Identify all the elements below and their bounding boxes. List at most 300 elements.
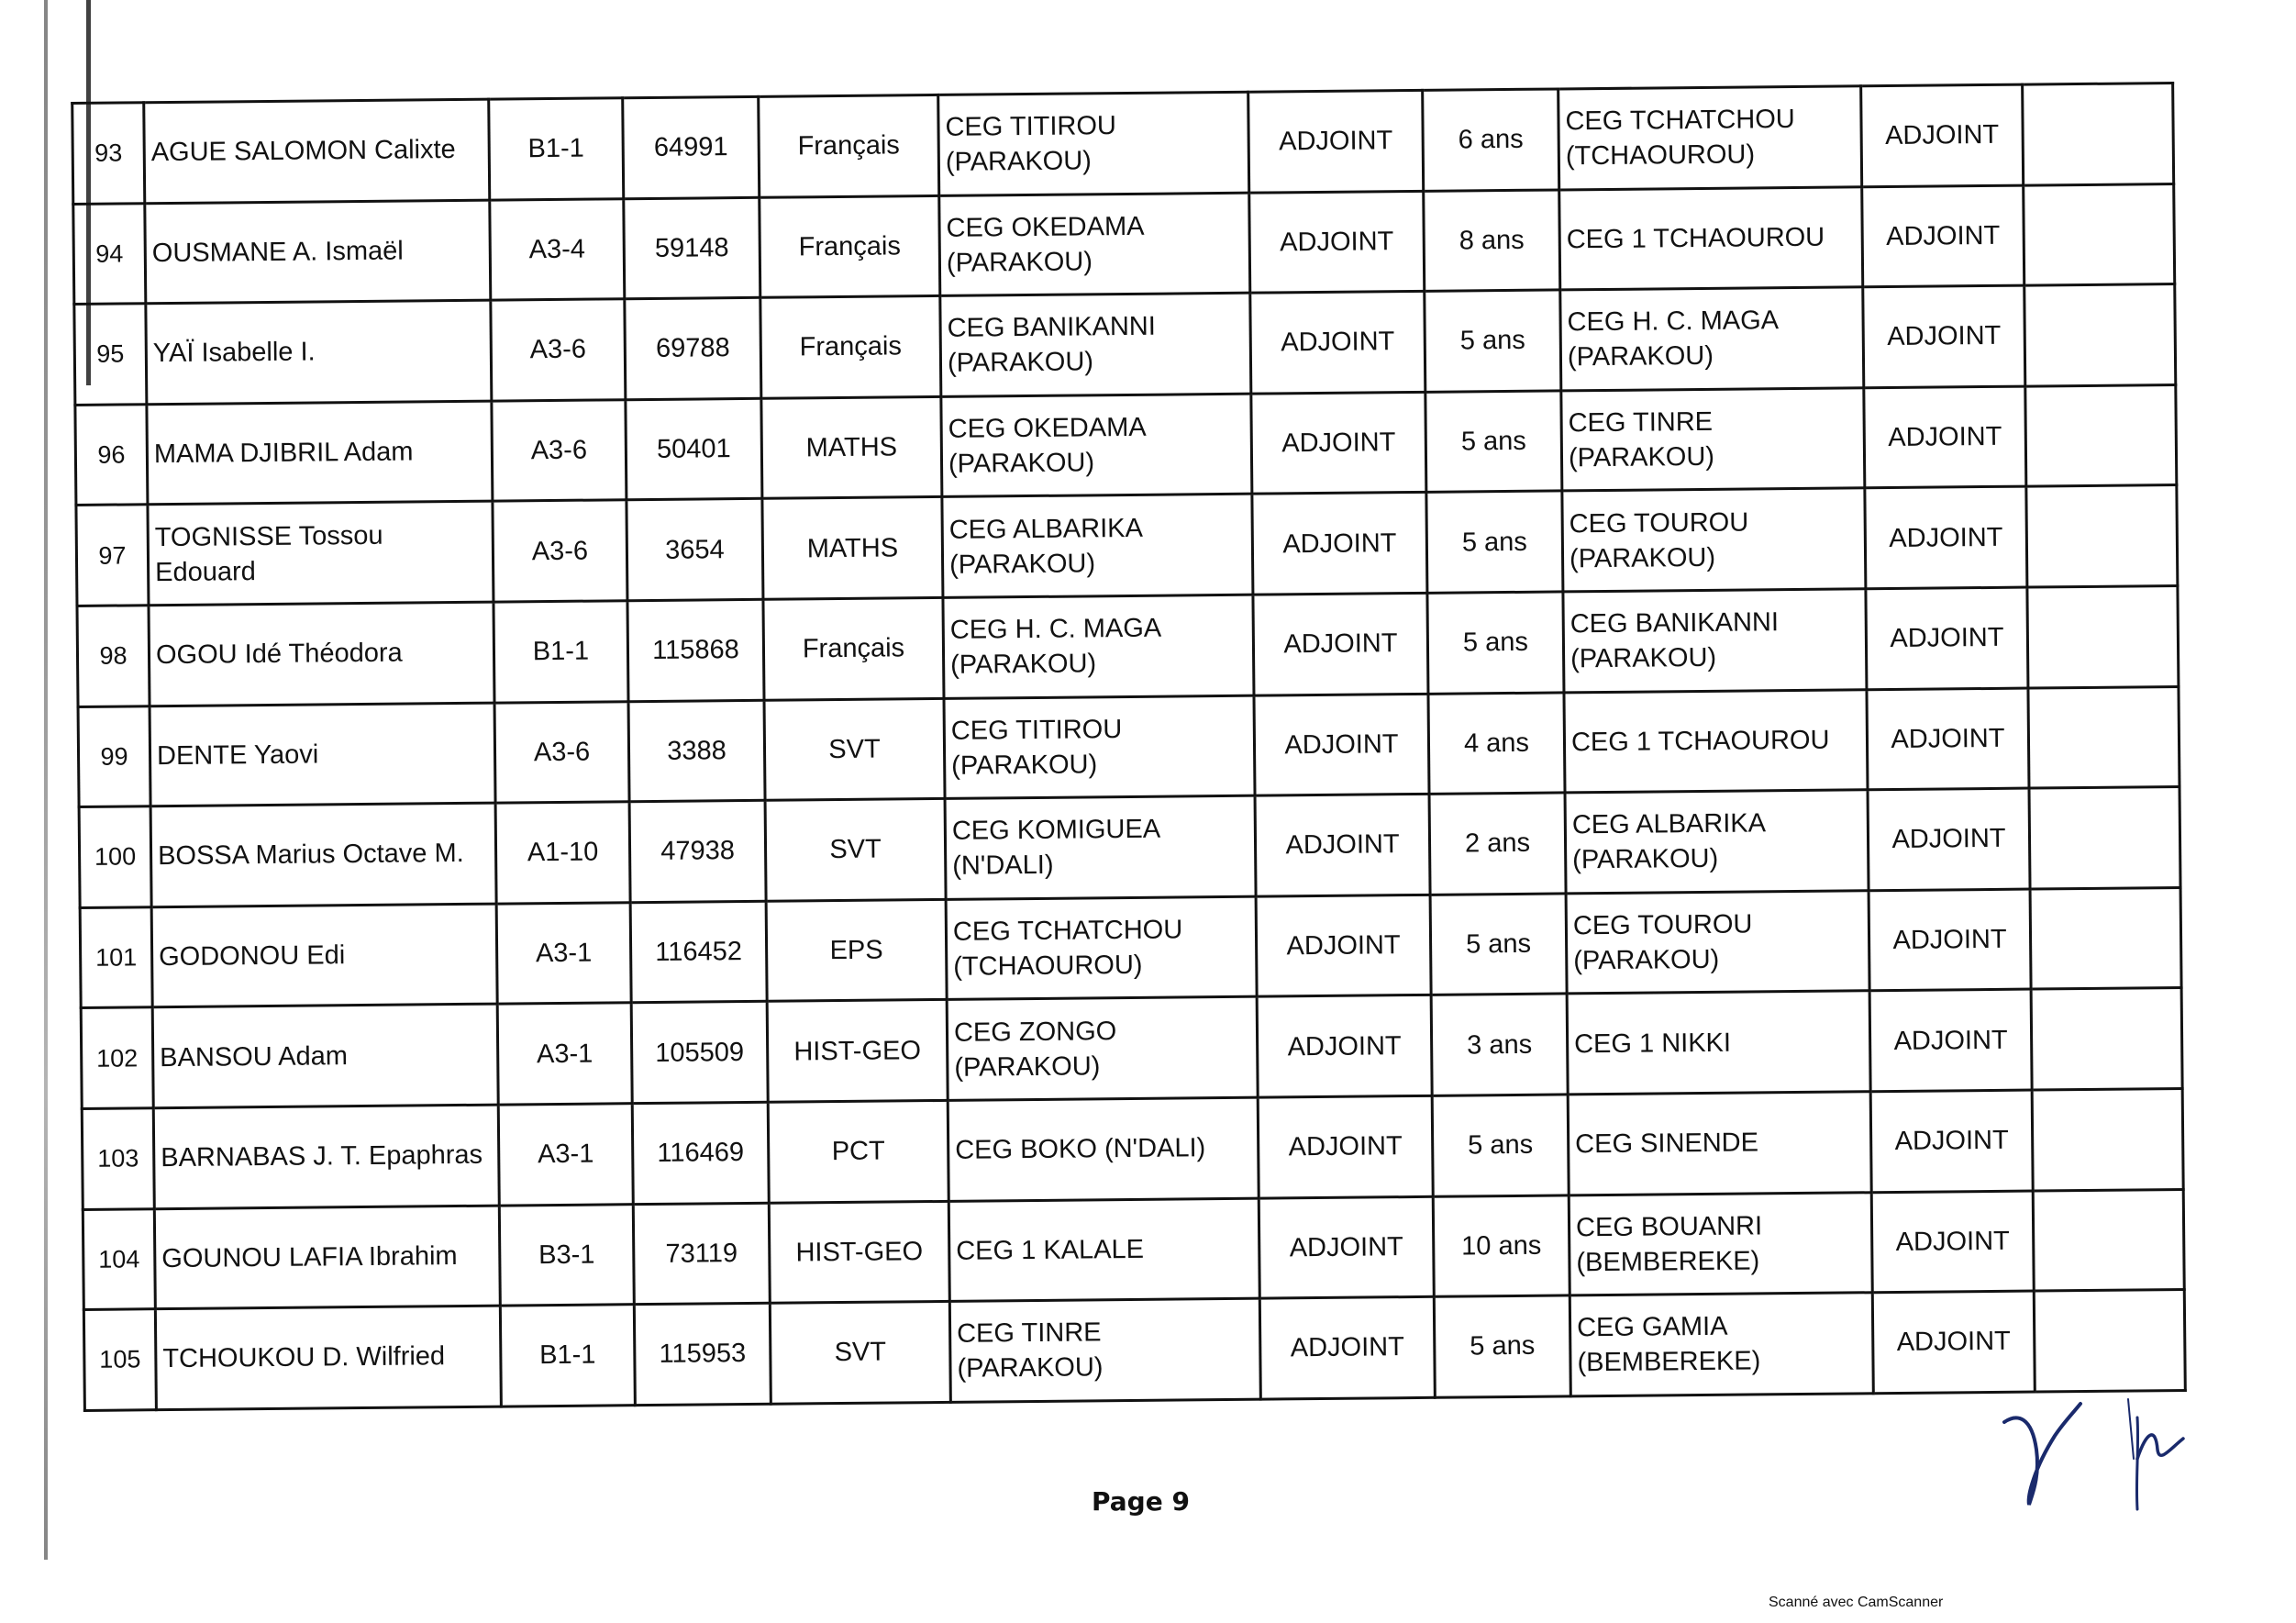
current-post-cell-text: (PARAKOU) <box>948 448 1095 479</box>
row-number-cell <box>76 505 149 606</box>
current-post-cell-text: CEG TINRE <box>956 1317 1102 1350</box>
current-function-cell <box>1257 995 1432 1097</box>
discipline-cell-text: EPS <box>829 935 883 966</box>
seniority-cell <box>1434 1295 1570 1397</box>
matricule-cell-text: 47938 <box>660 836 736 867</box>
current-post-cell-text: CEG 1 KALALE <box>956 1234 1145 1266</box>
new-function-cell-text: ADJOINT <box>1890 623 2004 654</box>
grade-cell-text: A3-1 <box>535 938 593 969</box>
matricule-cell-text: 50401 <box>656 434 731 464</box>
current-post-cell-text: CEG BOKO (N'DALI) <box>955 1133 1206 1166</box>
new-post-cell <box>1561 388 1865 492</box>
grade-cell <box>489 98 624 200</box>
current-post-cell-text: CEG OKEDAMA <box>946 211 1145 243</box>
teacher-name-cell-text: OGOU Idé Théodora <box>155 638 403 671</box>
seniority-cell <box>1429 793 1566 895</box>
row-number-cell-text: 101 <box>94 943 138 972</box>
discipline-cell-text: SVT <box>829 835 882 865</box>
current-function-cell <box>1254 694 1429 795</box>
new-post-cell-text: CEG BANIKANNI <box>1569 607 1780 639</box>
new-post-cell <box>1562 488 1866 592</box>
matricule-cell-text: 115868 <box>652 635 739 666</box>
new-post-cell-text: (BEMBEREKE) <box>1577 1346 1761 1378</box>
current-function-cell-text: ADJOINT <box>1281 327 1395 358</box>
current-function-cell-text: ADJOINT <box>1283 628 1398 660</box>
grade-cell-text: A3-6 <box>533 737 591 768</box>
discipline-cell <box>759 94 939 196</box>
row-number-cell-text: 102 <box>96 1044 139 1073</box>
new-post-cell-text: (PARAKOU) <box>1573 944 1720 976</box>
extra-cell <box>2029 787 2180 889</box>
row-number-cell <box>77 606 150 706</box>
seniority-cell <box>1428 692 1565 794</box>
row-number-cell-text: 99 <box>100 742 128 771</box>
grade-cell <box>498 1104 633 1206</box>
teacher-name-cell-text: BARNABAS J. T. Epaphras <box>161 1140 483 1173</box>
seniority-cell-text: 10 ans <box>1461 1230 1542 1262</box>
current-post-cell-text: (PARAKOU) <box>948 548 1096 580</box>
grade-cell-text: B1-1 <box>527 133 585 164</box>
matricule-cell <box>634 1303 771 1405</box>
new-post-cell-text: CEG TOUROU <box>1569 507 1749 539</box>
discipline-cell-text: HIST-GEO <box>793 1035 922 1067</box>
current-post-cell <box>944 695 1255 799</box>
new-post-cell-text: CEG SINENDE <box>1575 1128 1759 1160</box>
extra-cell <box>2027 585 2179 687</box>
current-post-cell-text: CEG OKEDAMA <box>948 412 1147 444</box>
grade-cell <box>494 701 629 803</box>
teacher-name-cell <box>147 401 493 505</box>
matricule-cell-text: 64991 <box>653 132 728 163</box>
teacher-name-cell <box>144 99 490 203</box>
new-post-cell-text: CEG TINRE <box>1568 406 1714 439</box>
seniority-cell-text: 5 ans <box>1460 426 1526 457</box>
current-function-cell-text: ADJOINT <box>1288 1131 1403 1162</box>
discipline-cell <box>760 195 940 297</box>
seniority-cell <box>1425 290 1561 392</box>
teacher-name-cell <box>148 502 494 606</box>
new-function-cell <box>1863 285 2025 387</box>
matricule-cell-text: 116452 <box>655 937 743 967</box>
new-post-cell <box>1569 1293 1873 1396</box>
handwritten-signature <box>2000 1395 2238 1514</box>
new-post-cell <box>1567 991 1870 1095</box>
teacher-name-cell <box>145 200 491 304</box>
row-number-cell-text: 105 <box>99 1345 141 1374</box>
new-function-cell-text: ADJOINT <box>1884 120 2000 151</box>
matricule-cell <box>623 96 760 198</box>
row-number-cell-text: 104 <box>98 1245 140 1273</box>
current-post-cell-text: CEG TCHATCHOU <box>952 915 1183 947</box>
discipline-cell <box>767 1000 948 1102</box>
current-post-cell <box>939 193 1250 296</box>
current-function-cell <box>1248 90 1424 192</box>
current-function-cell-text: ADJOINT <box>1290 1332 1404 1363</box>
teacher-name-cell-text: TOGNISSE Tossou Edouard <box>154 520 383 587</box>
page-number: Page 9 <box>1092 1486 1190 1517</box>
extra-cell <box>2033 1189 2184 1291</box>
grade-cell <box>494 601 628 703</box>
new-post-cell-text: (PARAKOU) <box>1569 542 1716 574</box>
grade-cell-text: A1-10 <box>527 837 599 868</box>
row-number-cell <box>74 304 147 405</box>
current-post-cell-text: (PARAKOU) <box>947 347 1094 379</box>
matricule-cell-text: 59148 <box>654 233 729 263</box>
current-function-cell-text: ADJOINT <box>1280 227 1394 258</box>
current-post-cell <box>948 1097 1259 1201</box>
current-post-cell-text: (PARAKOU) <box>957 1352 1104 1384</box>
extra-cell <box>2032 1088 2183 1190</box>
row-number-cell-text: 103 <box>97 1144 139 1173</box>
teacher-name-cell-text: GOUNOU LAFIA Ibrahim <box>161 1240 458 1273</box>
current-post-cell <box>938 92 1249 195</box>
new-post-cell-text: (PARAKOU) <box>1567 341 1714 372</box>
new-post-cell-text: CEG 1 TCHAOUROU <box>1566 222 1825 255</box>
seniority-cell <box>1432 1095 1569 1196</box>
grade-cell-text: A3-1 <box>536 1039 593 1069</box>
new-function-cell <box>1862 185 2024 287</box>
row-number-cell-text: 95 <box>96 339 125 369</box>
row-number-cell-text: 100 <box>94 842 137 872</box>
seniority-cell-text: 5 ans <box>1470 1331 1536 1362</box>
scan-edge-shadow <box>44 0 48 1560</box>
discipline-cell-text: HIST-GEO <box>795 1236 924 1268</box>
teacher-name-cell <box>154 1206 500 1309</box>
current-function-cell <box>1259 1196 1434 1298</box>
new-post-cell <box>1559 186 1863 290</box>
current-post-cell <box>940 293 1251 396</box>
assignment-table <box>71 82 2187 1412</box>
new-post-cell <box>1563 589 1867 693</box>
new-post-cell-text: CEG 1 TCHAOUROU <box>1570 725 1830 758</box>
table-row <box>83 1189 2184 1310</box>
current-function-cell <box>1251 392 1426 494</box>
grade-cell-text: A3-6 <box>530 435 588 466</box>
matricule-cell <box>632 1102 769 1204</box>
teacher-name-cell-text: YAÏ Isabelle I. <box>152 337 316 369</box>
new-function-cell-text: ADJOINT <box>1888 421 2002 453</box>
row-number-cell <box>73 203 146 304</box>
row-number-cell <box>78 706 150 806</box>
new-function-cell-text: ADJOINT <box>1894 1126 2009 1157</box>
new-post-cell-text: CEG ALBARIKA <box>1571 808 1767 840</box>
new-function-cell <box>1864 386 2026 488</box>
current-post-cell-text: (PARAKOU) <box>945 146 1093 178</box>
teacher-name-cell <box>150 703 495 806</box>
teacher-name-cell-text: BOSSA Marius Octave M. <box>157 839 464 872</box>
discipline-cell-text: Français <box>797 130 900 161</box>
table-row <box>79 787 2180 908</box>
teacher-name-cell <box>153 1105 499 1208</box>
seniority-cell-text: 8 ans <box>1459 225 1525 256</box>
new-post-cell-text: (PARAKOU) <box>1572 844 1719 875</box>
seniority-cell <box>1430 894 1567 995</box>
matricule-cell <box>626 398 762 500</box>
discipline-cell-text: SVT <box>834 1337 887 1368</box>
grade-cell-text: A3-4 <box>528 234 586 265</box>
current-function-cell <box>1258 1095 1433 1197</box>
discipline-cell-text: MATHS <box>806 533 899 564</box>
new-function-cell-text: ADJOINT <box>1891 723 2005 754</box>
seniority-cell <box>1433 1195 1569 1296</box>
current-post-cell-text: CEG TITIROU <box>950 714 1123 746</box>
new-post-cell <box>1568 1092 1871 1195</box>
matricule-cell <box>627 599 764 701</box>
teacher-name-cell <box>146 300 492 404</box>
row-number-cell <box>81 1007 153 1108</box>
grade-cell-text: B1-1 <box>539 1340 596 1371</box>
discipline-cell-text: Français <box>798 231 902 262</box>
matricule-cell <box>630 901 767 1003</box>
current-post-cell-text: (PARAKOU) <box>946 247 1093 278</box>
scanner-watermark: Scanné avec CamScanner <box>1769 1595 1944 1610</box>
new-function-cell <box>1867 688 2029 790</box>
table-row <box>76 485 2178 606</box>
extra-cell <box>2028 686 2180 788</box>
seniority-cell-text: 5 ans <box>1465 928 1532 960</box>
grade-cell <box>497 1003 632 1105</box>
new-post-cell <box>1566 891 1869 995</box>
current-function-cell-text: ADJOINT <box>1289 1231 1403 1263</box>
teacher-name-cell-text: DENTE Yaovi <box>156 739 319 772</box>
grade-cell <box>499 1204 634 1306</box>
new-function-cell <box>1866 587 2028 689</box>
matricule-cell-text: 3388 <box>667 736 727 766</box>
seniority-cell <box>1424 190 1560 292</box>
new-function-cell-text: ADJOINT <box>1891 824 2006 855</box>
current-function-cell-text: ADJOINT <box>1284 729 1399 761</box>
row-number-cell-text: 97 <box>98 541 127 570</box>
seniority-cell-text: 3 ans <box>1467 1029 1533 1061</box>
matricule-cell <box>625 298 761 400</box>
row-number-cell <box>83 1309 156 1410</box>
seniority-cell-text: 6 ans <box>1458 125 1524 155</box>
table-row <box>75 384 2177 506</box>
current-function-cell <box>1252 493 1427 595</box>
new-function-cell-text: ADJOINT <box>1893 1025 2008 1056</box>
seniority-cell <box>1426 491 1563 593</box>
seniority-cell <box>1423 89 1559 191</box>
extra-cell <box>2031 988 2182 1090</box>
row-number-cell <box>83 1208 155 1309</box>
new-post-cell-text: (PARAKOU) <box>1569 643 1717 674</box>
new-function-cell-text: ADJOINT <box>1887 321 2002 352</box>
discipline-cell <box>768 1100 948 1202</box>
current-post-cell-text: CEG ZONGO <box>953 1016 1117 1048</box>
new-post-cell-text: (PARAKOU) <box>1568 441 1715 473</box>
new-function-cell <box>1868 788 2030 890</box>
seniority-cell-text: 5 ans <box>1459 326 1525 356</box>
new-function-cell <box>1865 486 2027 588</box>
grade-cell <box>492 400 627 502</box>
grade-cell <box>495 802 630 904</box>
new-function-cell <box>1869 989 2032 1091</box>
matricule-cell <box>627 499 763 601</box>
new-post-cell-text: (TCHAOUROU) <box>1565 139 1756 172</box>
teacher-name-cell <box>151 904 497 1007</box>
new-post-cell-text: CEG 1 NIKKI <box>1573 1028 1732 1059</box>
extra-cell <box>2024 183 2175 285</box>
discipline-cell <box>765 799 946 901</box>
new-function-cell-text: ADJOINT <box>1896 1327 2011 1358</box>
table-row <box>77 585 2179 706</box>
grade-cell <box>490 198 625 300</box>
teacher-name-cell-text: GODONOU Edi <box>159 940 346 973</box>
new-function-cell <box>1861 84 2024 186</box>
row-number-cell-text: 94 <box>95 239 124 268</box>
current-post-cell <box>948 1198 1259 1302</box>
matricule-cell <box>629 800 766 902</box>
current-function-cell <box>1256 895 1431 996</box>
table-row <box>74 284 2176 406</box>
new-post-cell-text: (BEMBEREKE) <box>1576 1246 1760 1278</box>
discipline-cell-text: PCT <box>831 1136 885 1167</box>
teacher-name-cell <box>155 1306 501 1409</box>
row-number-cell <box>80 906 152 1007</box>
grade-cell <box>496 902 631 1004</box>
teacher-name-cell <box>152 1004 498 1107</box>
new-post-cell-text: CEG H. C. MAGA <box>1567 306 1780 338</box>
current-function-cell <box>1250 292 1425 394</box>
grade-cell-text: A3-1 <box>537 1139 594 1170</box>
matricule-cell-text: 105509 <box>655 1037 745 1068</box>
row-number-cell <box>82 1108 154 1209</box>
discipline-cell <box>762 497 943 599</box>
new-post-cell <box>1564 689 1868 793</box>
extra-cell <box>2024 284 2176 386</box>
current-function-cell <box>1249 191 1425 293</box>
current-post-cell-text: CEG KOMIGUEA <box>951 815 1161 847</box>
current-post-cell <box>946 896 1257 1000</box>
table-body <box>72 83 2186 1411</box>
matricule-cell-text: 116469 <box>657 1138 745 1169</box>
extra-cell <box>2026 485 2178 587</box>
new-post-cell-text: CEG TCHATCHOU <box>1565 105 1795 137</box>
discipline-cell <box>763 597 944 699</box>
new-function-cell <box>1872 1291 2035 1393</box>
discipline-cell <box>770 1302 950 1404</box>
table-row <box>83 1290 2185 1411</box>
seniority-cell <box>1431 994 1568 1095</box>
row-number-cell-text: 98 <box>99 641 128 671</box>
row-number-cell-text: 96 <box>97 440 126 469</box>
current-post-cell-text: CEG BANIKANNI <box>947 312 1156 344</box>
grade-cell <box>493 500 627 602</box>
grade-cell-text: A3-6 <box>531 536 589 566</box>
teacher-name-cell-text: AGUE SALOMON Calixte <box>150 135 456 168</box>
row-number-cell <box>75 405 148 506</box>
extra-cell <box>2030 887 2181 989</box>
row-number-cell <box>72 103 145 204</box>
current-post-cell-text: (N'DALI) <box>952 850 1054 882</box>
row-number-cell-text: 93 <box>94 139 123 168</box>
teacher-name-cell-text: MAMA DJIBRIL Adam <box>153 437 414 470</box>
grade-cell-text: B1-1 <box>532 636 590 667</box>
seniority-cell-text: 2 ans <box>1464 828 1531 859</box>
discipline-cell <box>769 1201 949 1303</box>
current-post-cell <box>943 595 1254 698</box>
grade-cell-text: A3-6 <box>529 335 587 365</box>
discipline-cell-text: Français <box>802 633 905 664</box>
table-row <box>73 183 2175 305</box>
current-function-cell-text: ADJOINT <box>1285 829 1400 861</box>
new-function-cell-text: ADJOINT <box>1895 1226 2010 1257</box>
new-post-cell <box>1560 287 1864 391</box>
discipline-cell-text: SVT <box>828 734 881 764</box>
current-post-cell <box>949 1298 1260 1402</box>
new-post-cell-text: CEG BOUANRI <box>1575 1211 1763 1243</box>
current-post-cell-text: (PARAKOU) <box>954 1051 1101 1083</box>
discipline-cell-text: MATHS <box>805 432 898 463</box>
current-function-cell-text: ADJOINT <box>1286 930 1401 962</box>
teacher-name-cell-text: OUSMANE A. Ismaël <box>151 236 404 269</box>
matricule-cell <box>624 197 760 299</box>
seniority-cell-text: 5 ans <box>1462 628 1529 658</box>
teacher-name-cell <box>150 803 496 906</box>
matricule-cell <box>631 1002 768 1104</box>
discipline-cell <box>760 296 941 398</box>
seniority-cell-text: 4 ans <box>1463 728 1530 759</box>
teacher-name-cell-text: BANSOU Adam <box>160 1040 349 1073</box>
current-post-cell-text: (PARAKOU) <box>949 649 1097 681</box>
new-post-cell-text: CEG GAMIA <box>1576 1312 1728 1343</box>
new-post-cell <box>1569 1192 1872 1295</box>
extra-cell <box>2023 83 2174 185</box>
current-function-cell-text: ADJOINT <box>1287 1030 1402 1062</box>
new-function-cell <box>1869 889 2031 991</box>
grade-cell-text: B3-1 <box>538 1239 595 1271</box>
grade-cell <box>500 1305 635 1406</box>
table-row <box>81 988 2182 1109</box>
new-function-cell-text: ADJOINT <box>1889 522 2003 553</box>
current-post-cell-text: CEG ALBARIKA <box>948 513 1144 545</box>
current-function-cell <box>1255 795 1430 896</box>
current-post-cell <box>941 394 1252 497</box>
matricule-cell-text: 3654 <box>665 534 725 565</box>
matricule-cell-text: 115953 <box>659 1339 747 1370</box>
matricule-cell <box>628 700 765 802</box>
current-function-cell-text: ADJOINT <box>1282 528 1397 560</box>
teacher-name-cell <box>149 602 494 706</box>
matricule-cell <box>633 1203 770 1305</box>
grade-cell <box>491 299 626 401</box>
table-row <box>72 83 2174 205</box>
current-function-cell <box>1253 593 1428 695</box>
new-post-cell <box>1565 790 1869 894</box>
current-function-cell-text: ADJOINT <box>1279 126 1393 157</box>
teacher-name-cell-text: TCHOUKOU D. Wilfried <box>162 1341 446 1374</box>
table-row <box>80 887 2181 1008</box>
new-function-cell-text: ADJOINT <box>1892 924 2007 956</box>
current-post-cell <box>945 795 1256 899</box>
current-post-cell <box>942 495 1253 598</box>
seniority-cell-text: 5 ans <box>1461 527 1528 558</box>
current-post-cell-text: (PARAKOU) <box>951 750 1098 781</box>
assignment-table-wrapper <box>71 82 2184 1409</box>
current-post-cell-text: (TCHAOUROU) <box>953 950 1143 982</box>
new-function-cell <box>1871 1191 2034 1293</box>
new-function-cell <box>1870 1090 2033 1192</box>
table-row <box>78 686 2180 807</box>
new-post-cell-text: CEG TOUROU <box>1572 909 1753 941</box>
current-post-cell <box>947 997 1258 1101</box>
current-post-cell-text: CEG TITIROU <box>945 111 1117 143</box>
new-post-cell <box>1558 86 1862 190</box>
seniority-cell <box>1427 592 1564 694</box>
seniority-cell <box>1425 391 1562 493</box>
discipline-cell-text: Français <box>799 331 903 362</box>
matricule-cell-text: 69788 <box>655 333 730 364</box>
